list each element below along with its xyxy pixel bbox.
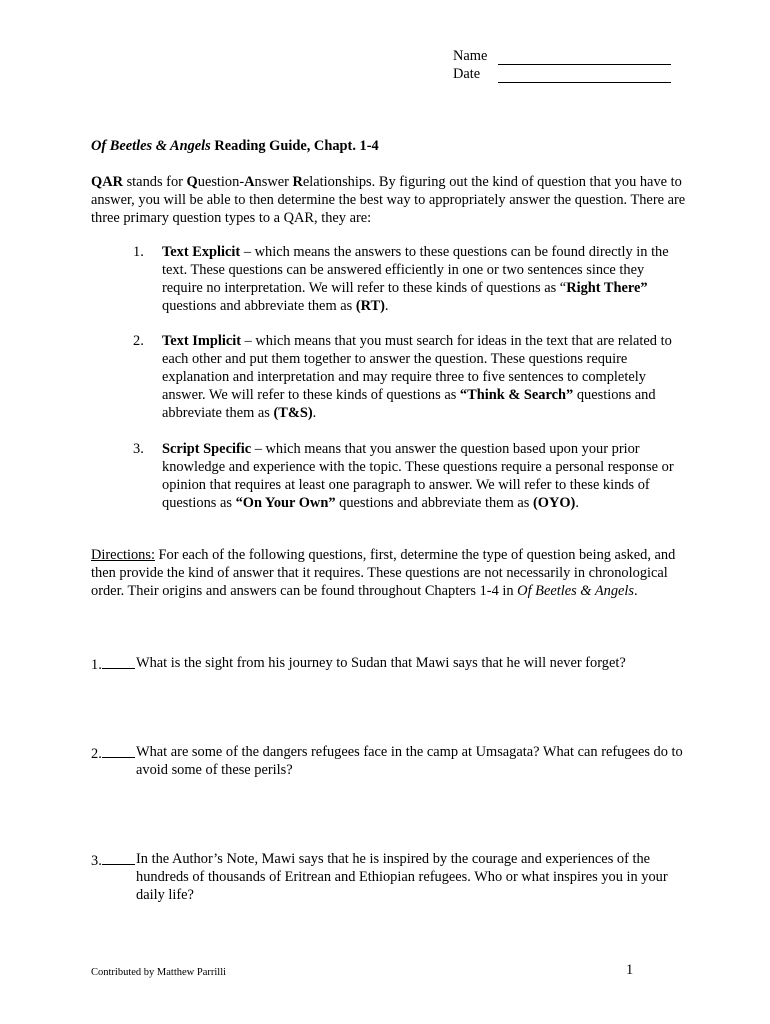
question-item: [91, 654, 686, 672]
qar-type-text: [162, 440, 678, 512]
date-blank-line: [498, 68, 671, 83]
answer-type-blank[interactable]: [102, 743, 135, 758]
name-blank-line: [498, 50, 671, 65]
question-number-wrap: [91, 743, 135, 763]
qar-type-after: questions and abbreviate them as: [162, 298, 356, 314]
directions-text: For each of the following questions, first, determine the type of question being asked, and then provide the kind of answer that it requires. These questions are not necessarily in chronological order. Their origins and answers can be found throughout Chapters 1-4 in: [91, 547, 676, 599]
question-text: In the Author’s Note, Mawi says that he is inspired by the courage and experiences of the hundreds of thousands of Eritrean and Ethiopian refugees. Who or what inspires you in your daily life?: [136, 851, 668, 903]
intro-a-letter: A: [244, 174, 255, 190]
qar-type-end: .: [575, 495, 579, 511]
qar-type-term: Text Explicit: [162, 244, 241, 260]
qar-term: QAR: [91, 174, 123, 190]
qar-type-term: Script Specific: [162, 441, 252, 457]
qar-type-label: Right There”: [566, 280, 648, 296]
qar-type-item: [133, 243, 678, 315]
qar-type-abbr: (OYO): [532, 495, 576, 511]
qar-type-end: .: [312, 405, 317, 421]
question-number: 3.: [91, 853, 102, 869]
qar-type-term: Text Implicit: [162, 333, 242, 349]
intro-r-letter: R: [292, 174, 303, 190]
question-text: What is the sight from his journey to Sudan that Mawi says that he will never forget?: [136, 655, 626, 671]
title-rest: Reading Guide, Chapt. 1-4: [210, 138, 379, 154]
question-item: [91, 850, 686, 904]
qar-type-end: .: [384, 298, 389, 314]
qar-type-number: 1.: [133, 244, 144, 260]
qar-type-desc: – which means that you must search for ideas in the text that are related to each other and put them together to answer the question. These questions require explanation and interpretation and may require three to five sentences to completely answer. We will refer to these kinds of questions as: [162, 333, 672, 403]
question-item: [91, 743, 686, 779]
directions-label: Directions:: [91, 547, 155, 563]
qar-type-label: “Think & Search”: [459, 387, 574, 403]
question-number: 1.: [91, 657, 102, 673]
qar-type-item: [133, 440, 678, 512]
question-number: 2.: [91, 746, 102, 762]
qar-type-text: [162, 332, 678, 422]
document-title: [91, 137, 379, 155]
question-text: What are some of the dangers refugees face in the camp at Umsagata? What can refugees do to avoid some of these perils?: [136, 744, 683, 778]
footer-credit: Contributed by Matthew Parrilli: [91, 967, 227, 978]
question-number-wrap: [91, 654, 135, 674]
question-number-wrap: [91, 850, 135, 870]
qar-type-label: “On Your Own”: [235, 495, 336, 511]
name-label: Name: [453, 48, 488, 64]
qar-type-desc: – which means the answers to these questions can be found directly in the text. These questions can be answered efficiently in one or two sentences since they require no interpretation. We will refer to these kinds of questions as “: [162, 244, 669, 296]
intro-nswer: nswer: [254, 174, 293, 190]
directions-paragraph: [91, 546, 681, 600]
answer-type-blank[interactable]: [102, 850, 135, 865]
answer-type-blank[interactable]: [102, 654, 135, 669]
title-book: Of Beetles & Angels: [91, 138, 211, 154]
qar-type-text: [162, 243, 678, 315]
intro-elationships: elationships. By figuring out the kind of question that you have to answer, you will be able to then determine the best way to appropriately answer the question. There are three primary question types to a QAR, they are:: [91, 174, 686, 226]
qar-type-number: 2.: [133, 333, 144, 349]
directions-book: Of Beetles & Angels: [517, 583, 635, 599]
intro-q-letter: Q: [186, 174, 198, 190]
qar-type-abbr: (RT): [355, 298, 385, 314]
name-row: [453, 47, 693, 65]
intro-uestion: uestion-: [197, 174, 245, 190]
date-label: Date: [453, 66, 481, 82]
qar-type-item: [133, 332, 678, 422]
date-row: [453, 65, 693, 83]
qar-type-number: 3.: [133, 441, 144, 457]
intro-paragraph: [91, 173, 691, 227]
intro-stands-for: stands for: [122, 174, 187, 190]
qar-type-desc: – which means that you answer the question based upon your prior knowledge and experience with the topic. These questions require a personal response or opinion that requires at least one paragraph to answer. We will refer to these kinds of questions as: [162, 441, 674, 511]
page-number: 1: [626, 962, 634, 978]
qar-type-after: questions and abbreviate them as: [162, 387, 656, 421]
name-date-block: [453, 47, 693, 83]
qar-type-abbr: (T&S): [273, 405, 313, 421]
qar-type-after: questions and abbreviate them as: [335, 495, 533, 511]
directions-end: .: [634, 583, 638, 599]
